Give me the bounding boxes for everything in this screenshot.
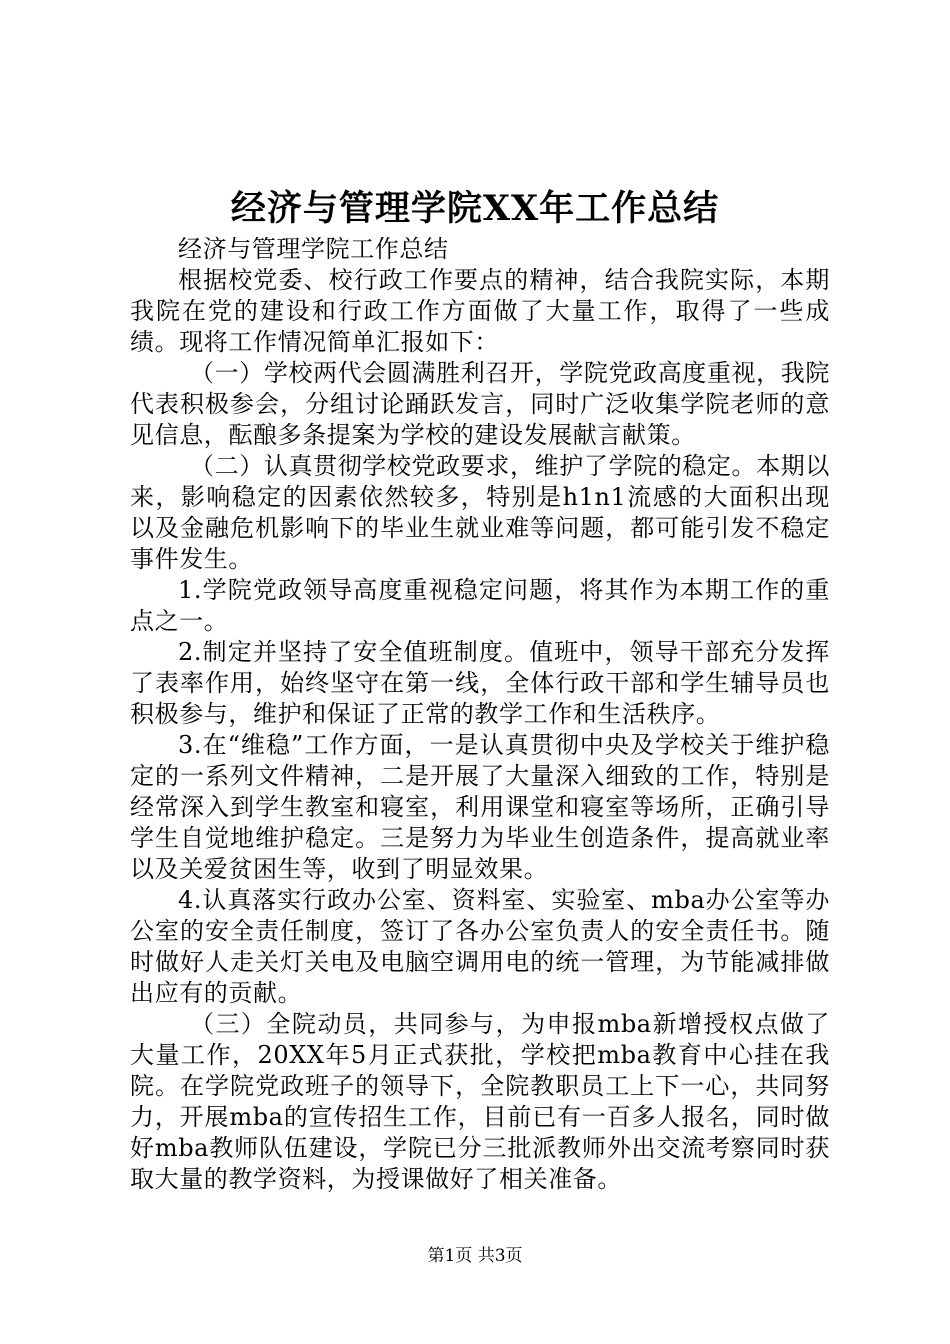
paragraph-item-3: 3.在“维稳”工作方面，一是认真贯彻中央及学校关于维护稳定的一系列文件精神，二是开展了大量深入细致的工作，特别是经常深入到学生教室和寝室，利用课堂和寝室等场所，正确引导学生自觉地维护稳定。三是努力为毕业生创造条件，提高就业率以及关爱贫困生等，收到了明显效果。: [130, 731, 830, 883]
paragraph-item-4: 4.认真落实行政办公室、资料室、实验室、mba办公室等办公室的安全责任制度，签订了各办公室负责人的安全责任书。随时做好人走关灯关电及电脑空调用电的统一管理，为节能减排做出应有的贡献。: [130, 886, 830, 1007]
paragraph-item-2: 2.制定并坚持了安全值班制度。值班中，领导干部充分发挥了表率作用，始终坚守在第一线，全体行政干部和学生辅导员也积极参与，维护和保证了正常的教学工作和生活秩序。: [130, 638, 830, 728]
paragraph-intro: 根据校党委、校行政工作要点的精神，结合我院实际，本期我院在党的建设和行政工作方面做了大量工作，取得了一些成绩。现将工作情况简单汇报如下：: [130, 266, 830, 356]
page-number-footer: 第1页 共3页: [427, 1246, 523, 1266]
document-body: [130, 234, 830, 1195]
paragraph-section-3: （三）全院动员，共同参与，为申报mba新增授权点做了大量工作，20XX年5月正式获批，学校把mba教育中心挂在我院。在学院党政班子的领导下，全院教职员工上下一心，共同努力，开展mba的宣传招生工作，目前已有一百多人报名，同时做好mba教师队伍建设，学院已分三批派教师外出交流考察同时获取大量的教学资料，为授课做好了相关准备。: [130, 1010, 830, 1193]
paragraph-section-1: （一）学校两代会圆满胜利召开，学院党政高度重视，我院代表积极参会，分组讨论踊跃发言，同时广泛收集学院老师的意见信息，酝酿多条提案为学校的建设发展献言献策。: [130, 359, 830, 449]
paragraph-subtitle: 经济与管理学院工作总结: [178, 235, 449, 263]
paragraph-section-2: （二）认真贯彻学校党政要求，维护了学院的稳定。本期以来，影响稳定的因素依然较多，特别是h1n1流感的大面积出现以及金融危机影响下的毕业生就业难等问题，都可能引发不稳定事件发生。: [130, 452, 830, 573]
paragraph-item-1: 1.学院党政领导高度重视稳定问题，将其作为本期工作的重点之一。: [130, 576, 830, 635]
document-title: 经济与管理学院XX年工作总结: [230, 188, 720, 229]
